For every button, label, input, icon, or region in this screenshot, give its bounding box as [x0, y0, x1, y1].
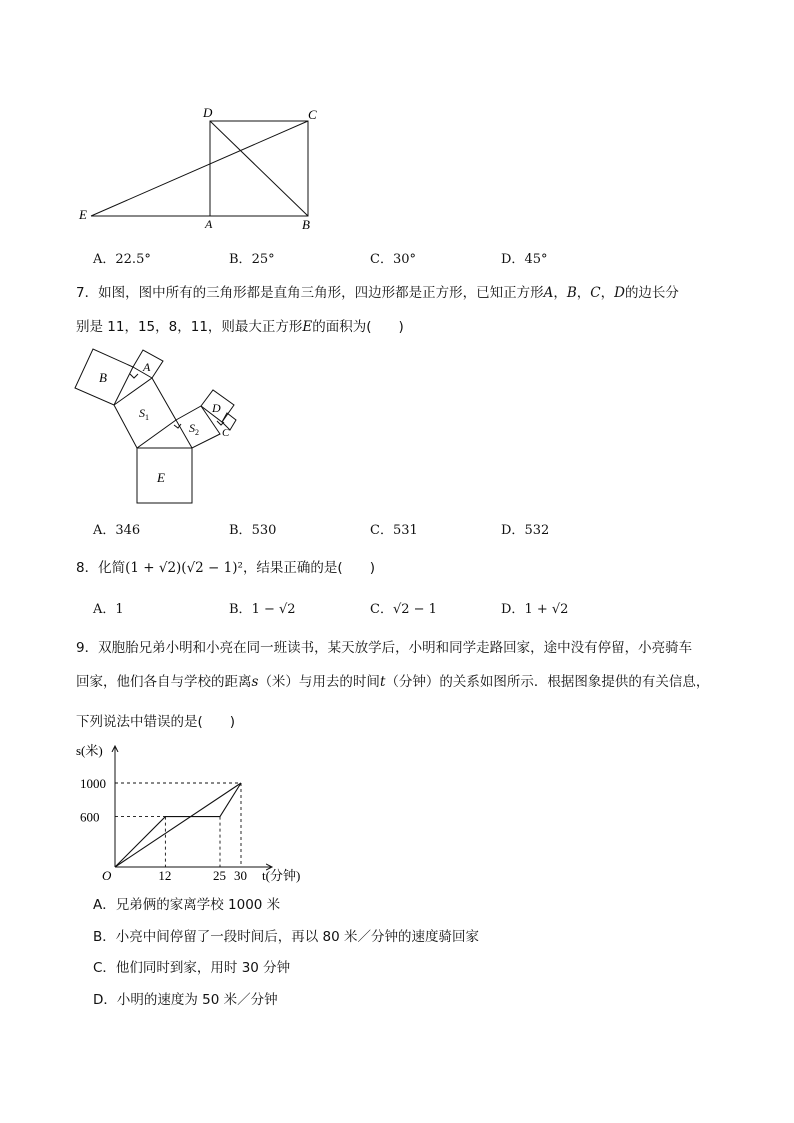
- q6-label-c: C: [308, 107, 317, 122]
- q7-text: 7．如图，图中所有的三角形都是直角三角形，四边形都是正方形，已知正方形: [76, 285, 544, 301]
- q8-text: 8．化简: [76, 560, 126, 576]
- q7-label-c: C: [222, 427, 230, 439]
- q9-var-t: t: [379, 674, 386, 690]
- q9-x-tick-label: 25: [213, 868, 226, 883]
- q9-text: 回家，他们各自与学校的距离: [76, 674, 252, 690]
- q9-x-tick-label: 12: [158, 868, 172, 883]
- option-text: 532: [524, 523, 550, 538]
- option-letter: B．: [229, 252, 252, 267]
- option-text: 30°: [392, 252, 416, 267]
- option-letter: D．: [501, 523, 525, 538]
- q9-y-tick-label: 600: [80, 809, 100, 825]
- q7-label-s2-sub: 2: [195, 428, 199, 437]
- option-letter: C．: [370, 602, 393, 617]
- q7-label-s1-sub: 1: [145, 413, 149, 422]
- q7-sep: ，: [576, 285, 591, 301]
- q9-choice-a[interactable]: A．兄弟俩的家离学校 1000 米: [93, 897, 281, 913]
- option-letter: D．: [501, 602, 525, 617]
- q9-x-tick-label: 30: [234, 868, 247, 883]
- q9-var-s: s: [251, 674, 259, 690]
- q7-var-c: C: [590, 285, 601, 301]
- q7-text: 的边长分: [624, 285, 679, 301]
- q7-var-a: A: [543, 285, 554, 301]
- q8-text: ，结果正确的是( ): [242, 560, 375, 576]
- q8-expression: (1 + √2)(√2 − 1)²: [125, 560, 243, 576]
- q6-label-e: E: [79, 207, 87, 222]
- option-text: 25°: [251, 252, 275, 267]
- q6-label-b: B: [302, 217, 310, 232]
- q7-label-e: E: [157, 470, 165, 485]
- q7-label-d: D: [212, 401, 221, 415]
- option-text: 1 + √2: [524, 602, 569, 617]
- q9-x-axis-label: t(分钟): [262, 868, 301, 883]
- q9-stem-line1: 9．双胞胎兄弟小明和小亮在同一班读书，某天放学后，小明和同学走路回家，途中没有停留，小亮骑车: [76, 640, 693, 656]
- option-letter: A．: [93, 602, 116, 617]
- q7-label-a: A: [143, 360, 151, 374]
- q7-var-b: B: [566, 285, 577, 301]
- q9-text: （米）与用去的时间: [258, 674, 380, 690]
- q9-y-tick-label: 1000: [80, 776, 106, 791]
- q7-var-e: E: [302, 319, 313, 335]
- option-text: 22.5°: [115, 252, 151, 267]
- option-letter: B．: [229, 602, 252, 617]
- q7-label-b: B: [99, 370, 107, 385]
- q9-choice-b[interactable]: B．小亮中间停留了一段时间后，再以 80 米／分钟的速度骑回家: [93, 929, 480, 945]
- q6-label-d: D: [203, 105, 213, 120]
- q7-var-d: D: [614, 285, 625, 301]
- option-letter: C．: [370, 523, 393, 538]
- option-text: 45°: [524, 252, 548, 267]
- option-text: 1: [115, 602, 124, 617]
- option-letter: A．: [93, 523, 116, 538]
- option-letter: A．: [93, 252, 116, 267]
- option-letter: D．: [501, 252, 525, 267]
- q7-sep: ，: [600, 285, 615, 301]
- q9-text: （分钟）的关系如图所示．根据图象提供的有关信息，: [385, 674, 710, 690]
- option-text: 1 − √2: [251, 602, 296, 617]
- q9-stem-line3: 下列说法中错误的是( ): [76, 714, 236, 730]
- option-text: 531: [392, 523, 418, 538]
- option-text: 530: [251, 523, 277, 538]
- q9-choice-d[interactable]: D．小明的速度为 50 米／分钟: [93, 992, 278, 1008]
- option-letter: C．: [370, 252, 393, 267]
- option-letter: B．: [229, 523, 252, 538]
- option-text: 346: [115, 523, 141, 538]
- q7-text: 的面积为( ): [312, 319, 404, 335]
- q9-choice-c[interactable]: C．他们同时到家，用时 30 分钟: [93, 960, 291, 976]
- q7-label-s1-main: S: [139, 406, 145, 420]
- q7-text: 别是 11，15，8，11，则最大正方形: [76, 319, 303, 335]
- q7-sep: ，: [553, 285, 567, 301]
- q9-y-axis-label: s(米): [76, 743, 103, 758]
- q9-series-line-1: [115, 783, 241, 867]
- q9-origin-label: O: [102, 868, 112, 883]
- option-text: √2 − 1: [392, 602, 437, 617]
- q7-label-s2-main: S: [189, 421, 195, 435]
- q6-label-a: A: [205, 217, 213, 231]
